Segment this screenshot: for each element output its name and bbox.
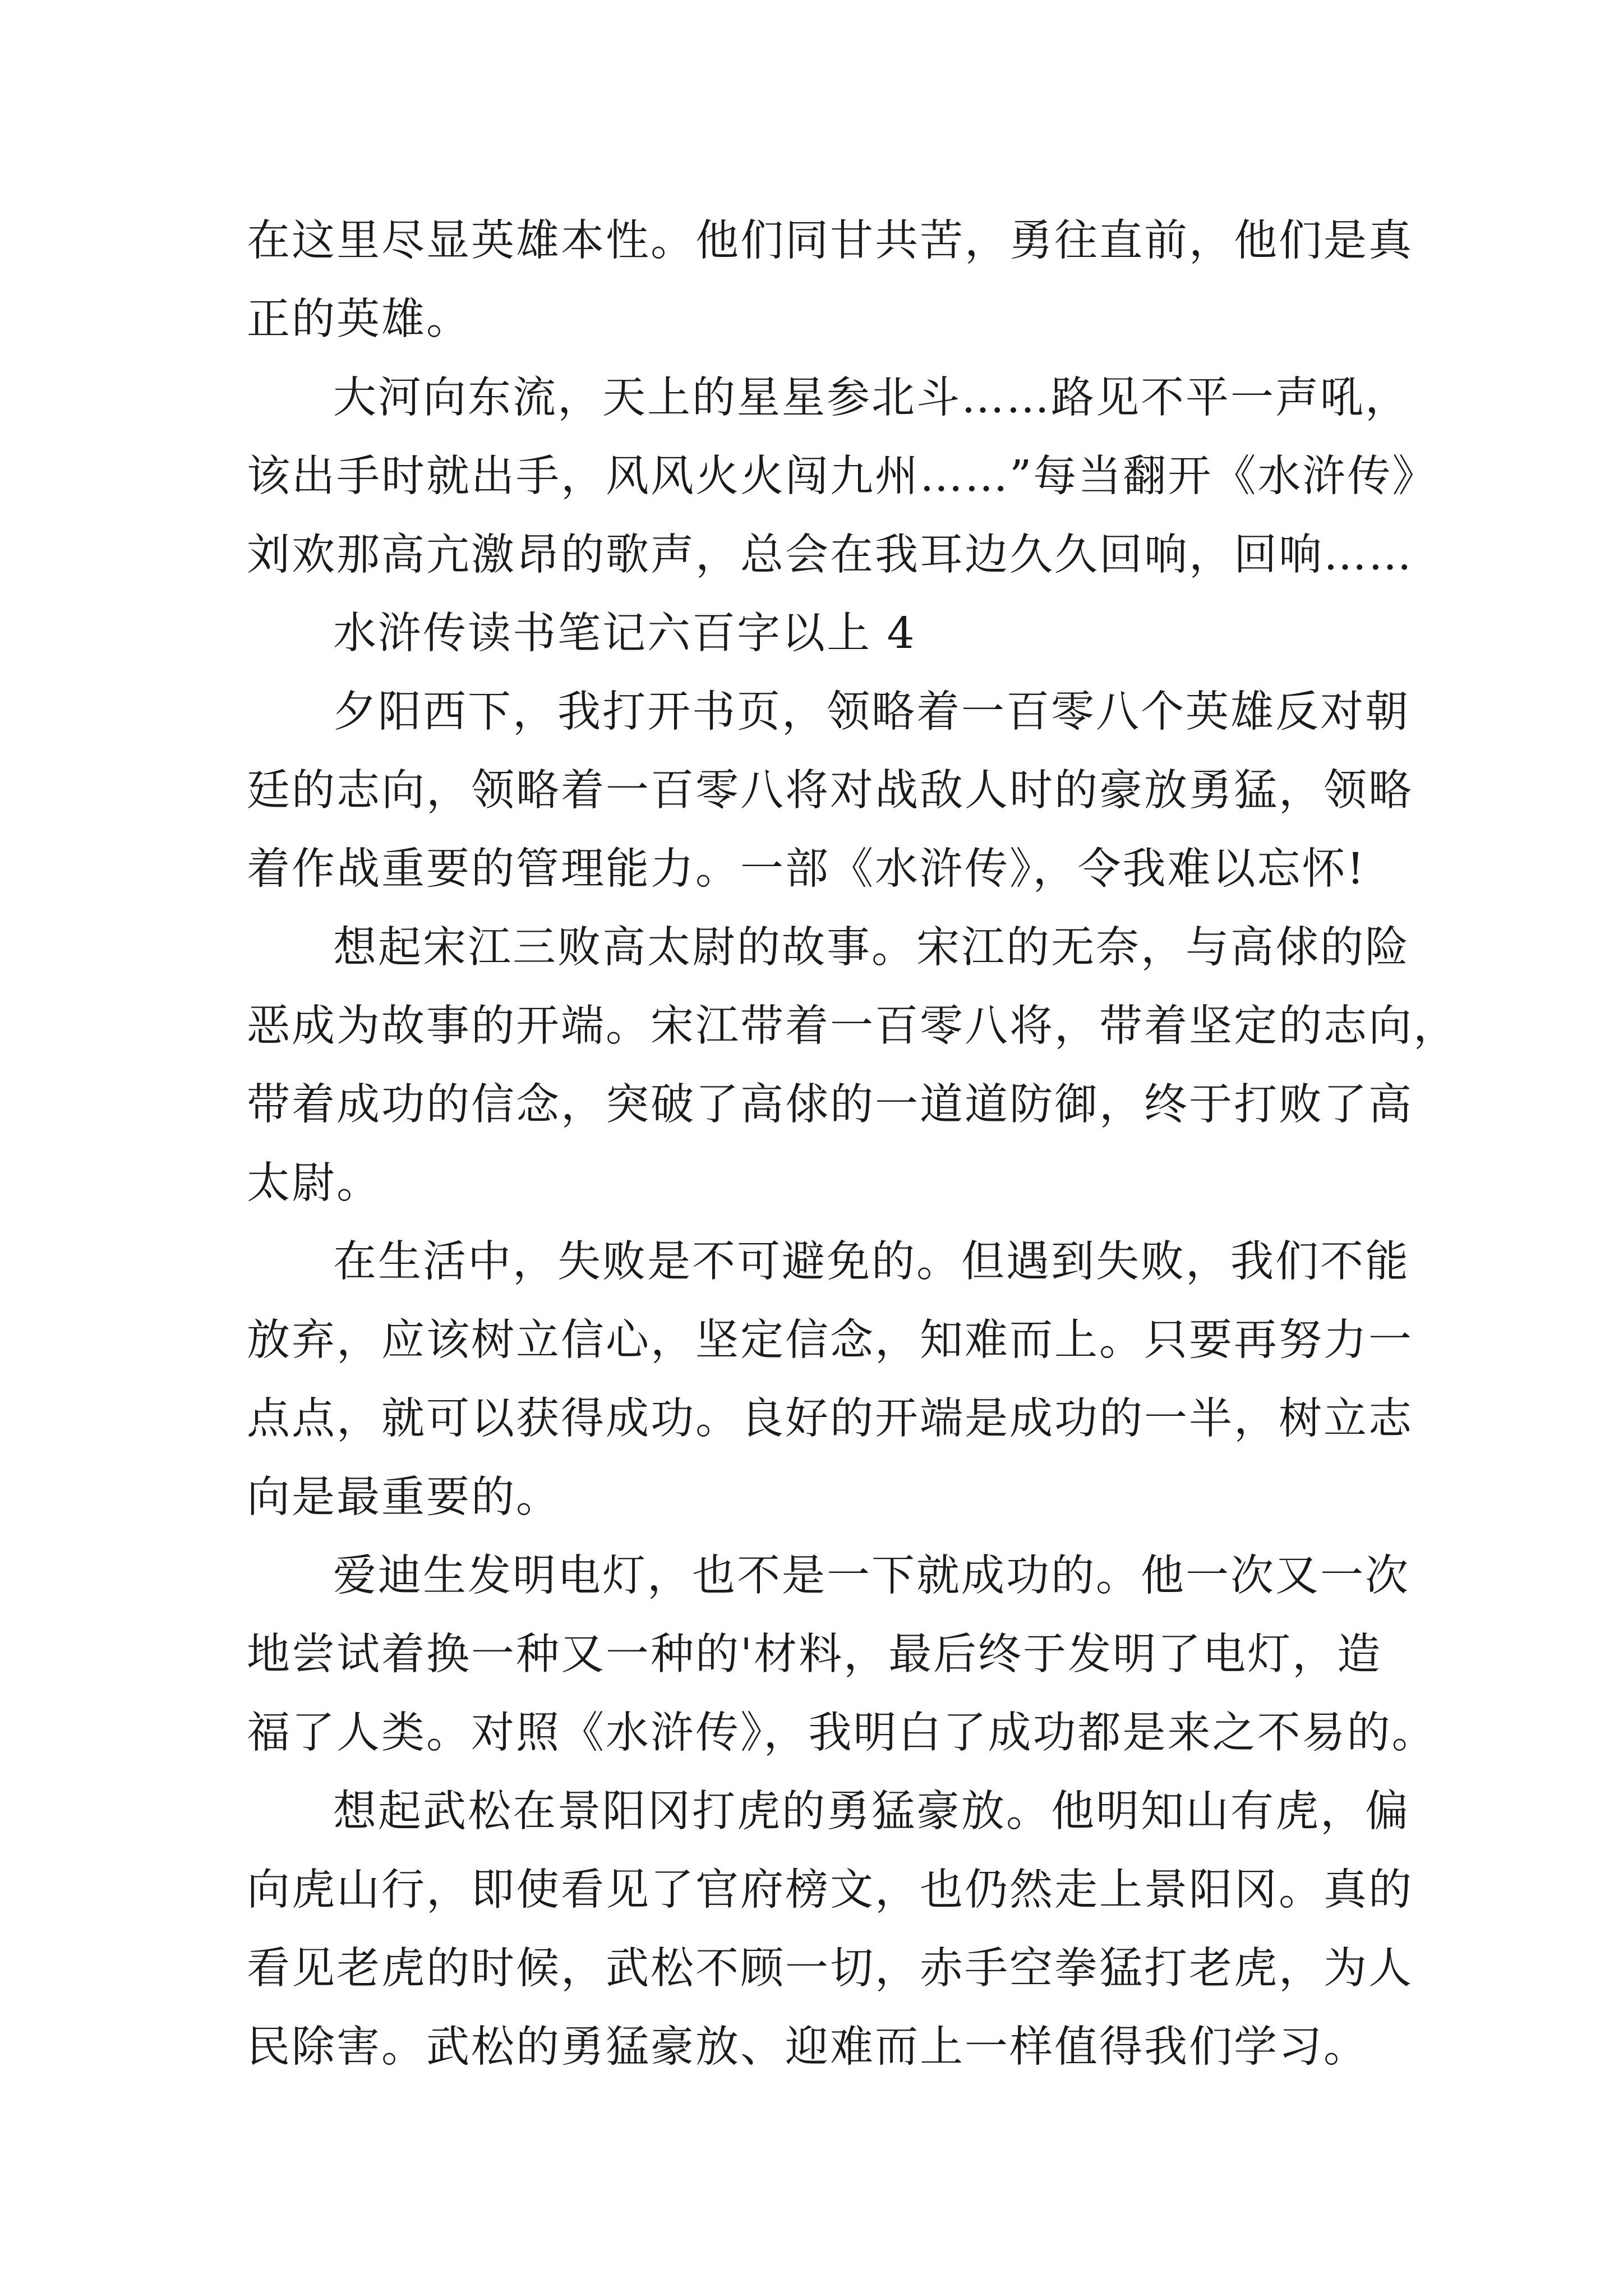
text-line: 向虎山行，即使看见了官府榜文，也仍然走上景阳冈。真的 [247,1865,1413,1915]
text-line: 该出手时就出手，风风火火闯九州……”每当翻开《水浒传》 [247,452,1437,501]
text-line: 向是最重要的。 [247,1473,561,1522]
text-line: 民除害。武松的勇猛豪放、迎难而上一样值得我们学习。 [247,2022,1368,2072]
text-line: 想起宋江三败高太尉的故事。宋江的无奈，与高俅的险 [333,923,1410,973]
paragraph-p6 [247,1537,1437,1773]
text-line: 地尝试着换一种又一种的'材料，最后终于发明了电灯，造 [247,1630,1382,1680]
text-line: 带着成功的信念，突破了高俅的一道道防御，终于打败了高 [247,1080,1413,1130]
text-line: 刘欢那高亢激昂的歌声，总会在我耳边久久回响，回响…… [247,530,1413,580]
text-line: 福了人类。对照《水浒传》，我明白了成功都是来之不易的。 [247,1708,1437,1758]
text-line: 正的英雄。 [247,295,471,344]
text-line: 在生活中，失败是不可避免的。但遇到失败，我们不能 [333,1237,1410,1287]
heading-text: 水浒传读书笔记六百字以上 4 [333,609,916,659]
text-line: 大河向东流，天上的星星参北斗……路见不平一声吼， [333,373,1410,423]
paragraph-p3 [247,673,1413,909]
text-line: 点点，就可以获得成功。良好的开端是成功的一半，树立志 [247,1394,1413,1444]
text-line: 太尉。 [247,1158,381,1208]
document-body [247,202,1458,2087]
text-line: 夕阳西下，我打开书页，领略着一百零八个英雄反对朝 [333,687,1410,737]
paragraph-p4 [247,909,1458,1223]
paragraph-p1 [247,202,1413,359]
text-line: 想起武松在景阳冈打虎的勇猛豪放。他明知山有虎，偏 [333,1787,1410,1837]
text-line: 廷的志向，领略着一百零八将对战敌人时的豪放勇猛，领略 [247,766,1413,816]
text-line: 在这里尽显英雄本性。他们同甘共苦，勇往直前，他们是真 [247,216,1413,266]
text-line: 恶成为故事的开端。宋江带着一百零八将，带着坚定的志向， [247,1001,1458,1051]
section-heading [247,595,1385,673]
text-line: 放弃，应该树立信心，坚定信念，知难而上。只要再努力一 [247,1315,1413,1365]
paragraph-p7 [247,1773,1413,2087]
text-line: 看见老虎的时候，武松不顾一切，赤手空拳猛打老虎，为人 [247,1944,1413,1994]
text-line: 爱迪生发明电灯，也不是一下就成功的。他一次又一次 [333,1551,1410,1601]
paragraph-p2 [247,359,1437,595]
paragraph-p5 [247,1223,1413,1537]
text-line: 着作战重要的管理能力。一部《水浒传》，令我难以忘怀! [247,844,1366,894]
